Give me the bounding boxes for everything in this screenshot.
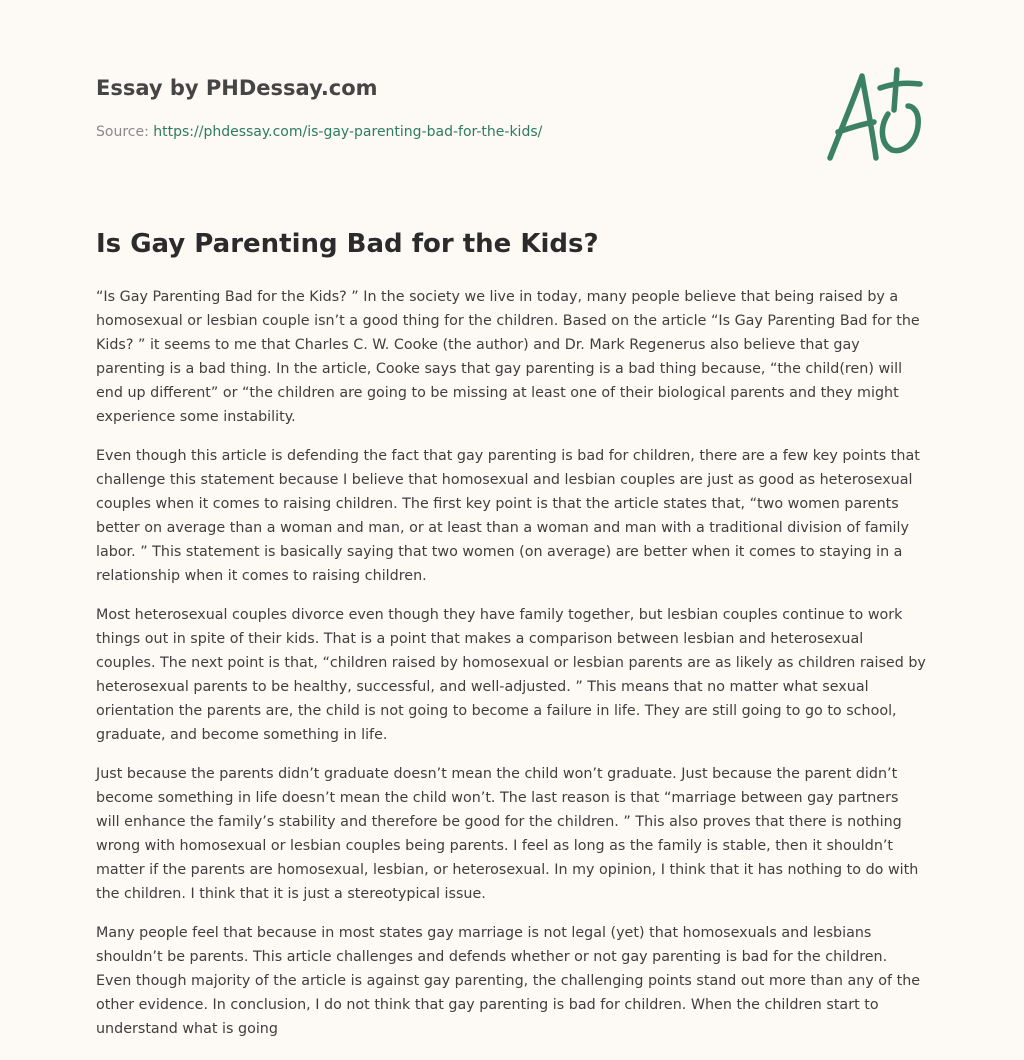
- essay-paragraph: Even though this article is defending the fact that gay parenting is bad for children, there are a few key points that challenge this statement because I believe that homosexual and lesbian couples are just as good as heterosexual couples when it comes to raising children. The first key point is that the article states that, “two women parents better on average than a woman and man, or at least than a woman and man with a traditional division of family labor. ” This statement is basically saying that two women (on average) are better when it comes to staying in a relationship when it comes to raising children.: [96, 448, 920, 584]
- essay-title: Is Gay Parenting Bad for the Kids?: [96, 229, 599, 259]
- site-title: Essay by PHDessay.com: [96, 76, 378, 100]
- essay-paragraph: Just because the parents didn’t graduate doesn’t mean the child won’t graduate. Just because the parent didn’t become something in life doesn’t mean the child won’t. The last reason is that “marriage between gay partners will enhance the family’s stability and therefore be good for the children. ” This also proves that there is nothing wrong with homosexual or lesbian couples being parents. I feel as long as the family is stable, then it shouldn’t matter if the parents are homosexual, lesbian, or heterosexual. In my opinion, I think that it has nothing to do with the children. I think that it is just a stereotypical issue.: [96, 766, 919, 902]
- page-header: [96, 72, 716, 142]
- a-plus-grade-icon: [818, 62, 928, 168]
- essay-paragraph: Many people feel that because in most states gay marriage is not legal (yet) that homosexuals and lesbians shouldn’t be parents. This article challenges and defends whether or not gay parenting is bad for the children. Even though majority of the article is against gay parenting, the challenging points stand out more than any of the other evidence. In conclusion, I do not think that gay parenting is bad for children. When the children start to understand what is going: [96, 925, 921, 1037]
- source-line: [96, 122, 716, 142]
- source-link[interactable]: https://phdessay.com/is-gay-parenting-bad-for-the-kids/: [153, 124, 543, 140]
- essay-paragraph: Most heterosexual couples divorce even though they have family together, but lesbian couples continue to work things out in spite of their kids. That is a point that makes a comparison between lesbian and heterosexual couples. The next point is that, “children raised by homosexual or lesbian parents are as likely as children raised by heterosexual parents to be healthy, successful, and well-adjusted. ” This means that no matter what sexual orientation the parents are, the child is not going to become a failure in life. They are still going to go to school, graduate, and become something in life.: [96, 607, 926, 743]
- source-label: Source:: [96, 124, 149, 140]
- essay-body: [96, 285, 926, 1056]
- essay-paragraph: “Is Gay Parenting Bad for the Kids? ” In the society we live in today, many people believe that being raised by a homosexual or lesbian couple isn’t a good thing for the children. Based on the article “Is Gay Parenting Bad for the Kids? ” it seems to me that Charles C. W. Cooke (the author) and Dr. Mark Regenerus also believe that gay parenting is a bad thing. In the article, Cooke says that gay parenting is a bad thing because, “the child(ren) will end up different” or “the children are going to be missing at least one of their biological parents and they might experience some instability.: [96, 289, 920, 425]
